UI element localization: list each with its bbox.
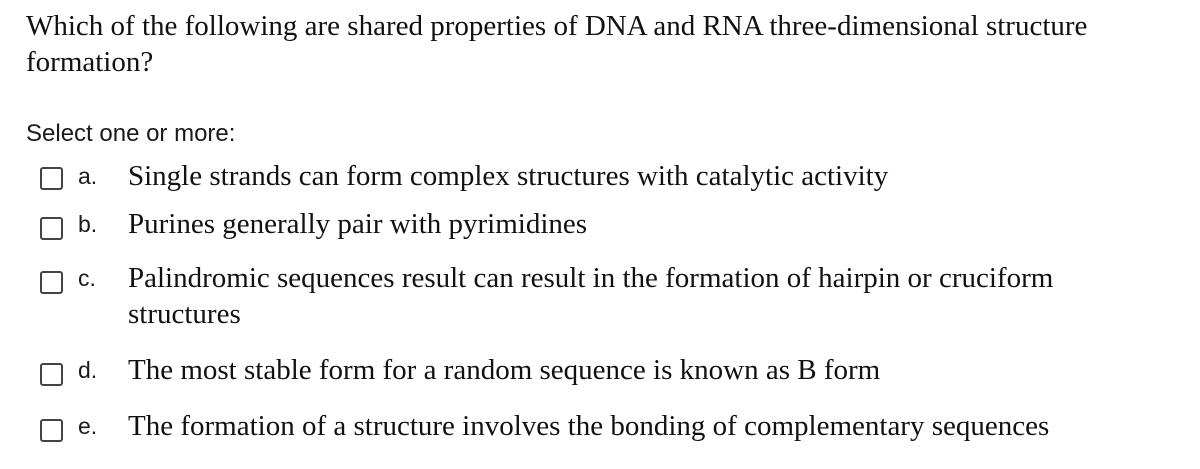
option-c-text: Palindromic sequences result can result in the formation of hairpin or cruciform structures bbox=[128, 262, 1054, 330]
checkbox-c[interactable] bbox=[40, 271, 63, 294]
option-a-letter: a. bbox=[78, 163, 98, 189]
checkbox-a[interactable] bbox=[40, 167, 63, 190]
checkbox-d[interactable] bbox=[40, 363, 63, 386]
select-prompt: Select one or more: bbox=[26, 120, 236, 147]
option-b-text: Purines generally pair with pyrimidines bbox=[128, 208, 588, 240]
option-b-letter: b. bbox=[78, 211, 98, 237]
option-a-text: Single strands can form complex structures with catalytic activity bbox=[128, 160, 889, 192]
option-e-letter: e. bbox=[78, 413, 98, 439]
checkbox-e[interactable] bbox=[40, 419, 63, 442]
option-d-letter: d. bbox=[78, 357, 98, 383]
option-c[interactable] bbox=[40, 260, 1180, 332]
option-a[interactable] bbox=[40, 158, 1180, 198]
option-d[interactable] bbox=[40, 352, 1180, 392]
checkbox-b[interactable] bbox=[40, 217, 63, 240]
option-b[interactable] bbox=[40, 206, 1180, 246]
option-c-letter: c. bbox=[78, 265, 96, 291]
question-text: Which of the following are shared properties of DNA and RNA three-dimensional structure formation? bbox=[26, 10, 1088, 78]
option-e-text: The formation of a structure involves the bonding of complementary sequences bbox=[128, 410, 1050, 442]
option-e[interactable] bbox=[40, 408, 1180, 448]
option-d-text: The most stable form for a random sequence is known as B form bbox=[128, 354, 881, 386]
